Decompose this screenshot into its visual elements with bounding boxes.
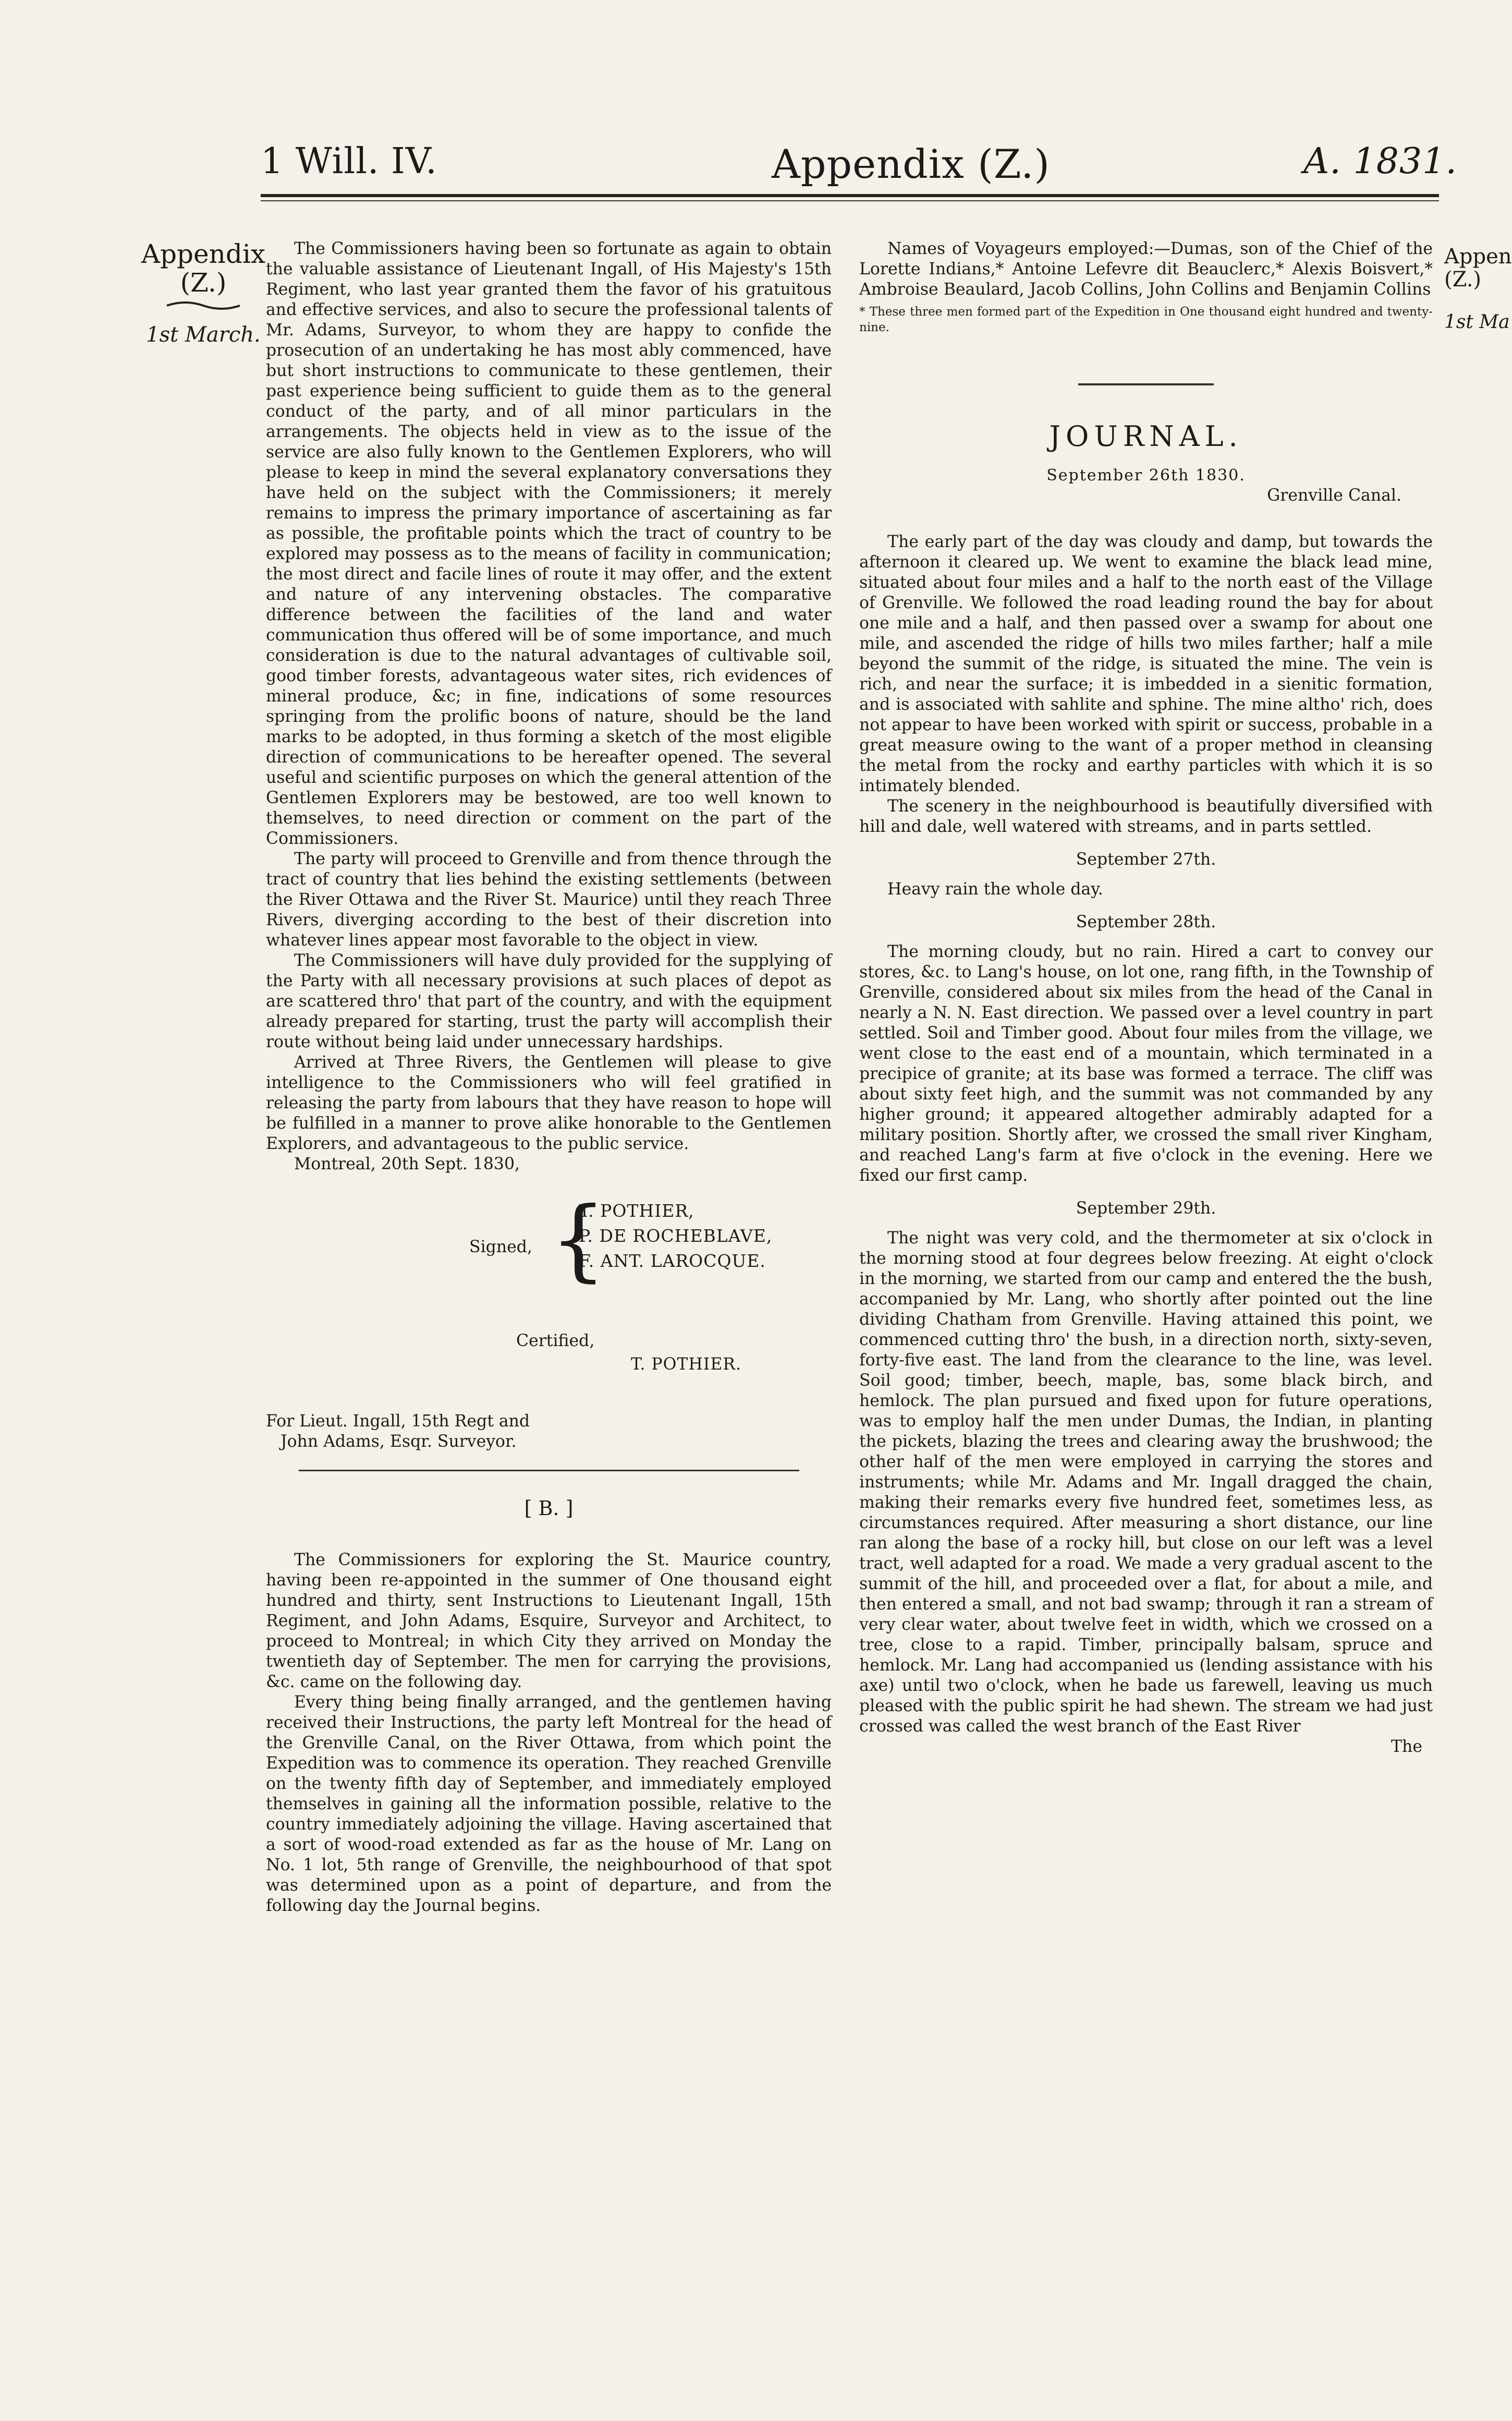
instruction-paragraph-1: The Commissioners having been so fortunate as again to obtain the valuable assistance of Lieutenant Ingall, of His Majesty's 15th Regiment, who last year granted them the favor of his gratuitous and effective services, and also to secure the professional talents of Mr. Adams, Surveyor, to whom they are happy to confide the prosecution of an undertaking he has most ably commenced, have but short instructions to communicate to these gentlemen, their past experience being sufficient to guide them as to the general conduct of the party, and of all minor particulars in the arrangements. The objects held in view as to the issue of the service are also fully known to the Gentlemen Explorers, who will please to keep in mind the several explanatory conversations they have held on the subject with the Commissioners; it merely remains to impress the primary importance of ascertaining as far as possible, the profitable points which the tract of country to be explored may possess as to the means of facility in communication; the most direct and facile lines of route it may offer, and the extent and nature of any intervening obstacles. The comparative difference between the facilities of the land and water communication thus offered will be of some importance, and much consideration is due to the natural advantages of cultivable soil, good timber forests, advantageous water sites, rich evidences of mineral produce, &c; in fine, indications of some resources springing from the prolific boons of nature, should be the land marks to be adopted, in thus forming a sketch of the most eligible direction of communications to be hereafter opened. The several useful and scientific purposes on which the general attention of the Gentlemen Explorers may be bestowed, are too well known to themselves, to need direction or comment on the part of the Commissioners. xyxy=(266,239,832,848)
margin-note-right xyxy=(1444,245,1512,333)
entry-date-sept-26: September 26th 1830. xyxy=(1046,466,1246,485)
margin-note-line2: (Z.) xyxy=(180,268,227,298)
sept-28-text: The morning cloudy, but no rain. Hired a cart to convey our stores, &c. to Lang's house, on lot one, rang fifth, in the Township of Grenville, considered about six miles from the head of the Canal in nearly a N. N. East direction. We passed over a level country in part settled. Soil and Timber good. About four miles from the village, we went close to the east end of a mountain, which terminated in a precipice of granite; at its base was formed a terrace. The cliff was about sixty feet high, and the summit was not commanded by any higher ground; it appeared altogether admirably adapted for a military position. Shortly after, we crossed the small river Kingham, and reached Lang's farm at five o'clock in the evening. Here we fixed our first camp. xyxy=(859,942,1433,1185)
brace-icon: { xyxy=(550,1188,607,1291)
certified-name: T. POTHIER. xyxy=(631,1355,742,1374)
margin-note-left xyxy=(141,240,266,346)
entry-date-sept-27: September 27th. xyxy=(1076,850,1216,869)
section-divider xyxy=(299,1470,799,1471)
addressee-block xyxy=(266,1411,832,1452)
right-column xyxy=(859,239,1433,1757)
signature-block xyxy=(266,1188,832,1300)
section-b-heading: [ B. ] xyxy=(524,1497,574,1520)
sept-29-text: The night was very cold, and the thermometer at six o'clock in the morning stood at four degrees below freezing. At eight o'clock in the morning, we started from our camp and entered the the bush, accompanied by Mr. Lang, who shortly after pointed out the line dividing Chatham from Grenville. Having attained this point, we commenced cutting thro' the bush, in a direction north, sixty-seven, forty-five east. The land from the clearance to the line, was level. Soil good; timber, beech, maple, bas, some black birch, and hemlock. The plan pursued and fixed upon for future operations, was to employ half the men under Dumas, the Indian, in planting the pickets, blazing the trees and clearing away the brushwood; the other half of the men were employed in carrying the stores and instruments; while Mr. Adams and Mr. Ingall dragged the chain, making their remarks every five hundred feet, sometimes less, as circumstances required. After measuring a short distance, our line ran along the base of a rocky hill, but close on our left was a level tract, well adapted for a road. We made a very gradual ascent to the summit of the hill, and proceeded over a flat, for about a mile, and then entered a small, and not bad swamp; through it ran a stream of very clear water, about twelve feet in width, which we crossed on a tree, close to a rapid. Timber, principally balsam, spruce and hemlock. Mr. Lang had accompanied us (lending assistance with his axe) until two o'clock, when he bade us farewell, leaving us much pleased with the public spirit he had shewn. The stream we had just crossed was called the west branch of the East River xyxy=(859,1229,1433,1736)
margin-note-right-date: 1st Ma xyxy=(1444,311,1510,333)
instruction-paragraph-2: The party will proceed to Grenville and from thence through the tract of country that lies behind the existing settlements (between the River Ottawa and the River St. Maurice) until they reach Three Rivers, diverging according to the best of their discretion into whatever lines appear most favorable to the object in view. xyxy=(266,850,832,950)
margin-note-right-line2: (Z.) xyxy=(1444,268,1482,292)
section-b-paragraph-2: Every thing being finally arranged, and the gentlemen having received their Instructions, the party left Montreal for the head of the Grenville Canal, on the River Ottawa, from which point the Expedition was to commence its operation. They reached Grenville on the twenty fifth day of September, and immediately employed themselves in gaining all the information possible, relative to the country immediately adjoining the village. Having ascertained that a sort of wood-road extended as far as the house of Mr. Lang on No. 1 lot, 5th range of Grenville, the neighbourhood of that spot was determined upon as a point of departure, and from the following day the Journal begins. xyxy=(266,1693,832,1915)
signatory-3: F. ANT. LAROCQUE. xyxy=(579,1251,766,1271)
header-year: A. 1831. xyxy=(1303,141,1458,182)
section-b-paragraph-1: The Commissioners for exploring the St. Maurice country, having been re-appointed in the summer of One thousand eight hundred and thirty, sent Instructions to Lieutenant Ingall, 15th Regiment, and John Adams, Esquire, Surveyor and Architect, to proceed to Montreal; in which City they arrived on Monday the twentieth day of September. The men for carrying the provisions, &c. came on the following day. xyxy=(266,1551,832,1691)
sept-27-text: Heavy rain the whole day. xyxy=(887,880,1103,899)
margin-note-date: 1st March. xyxy=(146,323,261,347)
addressee-line-2: John Adams, Esqr. Surveyor. xyxy=(281,1432,517,1451)
addressee-line-1: For Lieut. Ingall, 15th Regt and xyxy=(266,1412,530,1431)
header-title: Appendix (Z.) xyxy=(772,141,1051,187)
journal-divider xyxy=(1078,383,1214,385)
footnote: * These three men formed part of the Expedition in One thousand eight hundred and twenty-nine. xyxy=(859,305,1433,334)
instruction-paragraph-4: Arrived at Three Rivers, the Gentlemen will please to give intelligence to the Commissioners who will feel gratified in releasing the party from labours that they have reason to hope will be fulfilled in a manner to prove alike honorable to the Gentlemen Explorers, and advantageous to the public service. xyxy=(266,1053,832,1153)
header-rule-thick xyxy=(261,194,1439,197)
signatory-1: T. POTHIER, xyxy=(579,1201,694,1221)
entry-place: Grenville Canal. xyxy=(1267,486,1401,505)
catchword: The xyxy=(1391,1737,1422,1756)
instruction-paragraph-3: The Commissioners will have duly provided for the supplying of the Party with all necessary provisions at such places of depot as are scattered thro' that part of the country, and with the equipment already prepared for starting, trust the party will accomplish their route without being laid under unnecessary hardships. xyxy=(266,951,832,1051)
header-regnal-year: 1 Will. IV. xyxy=(261,141,437,182)
header-rule-thin xyxy=(261,200,1439,201)
entry-date-sept-29: September 29th. xyxy=(1076,1199,1216,1218)
certified-label: Certified, xyxy=(516,1331,595,1350)
signed-label: Signed, xyxy=(469,1238,532,1256)
left-column xyxy=(266,239,832,1916)
journal-title: JOURNAL. xyxy=(1049,420,1243,453)
margin-flourish-icon xyxy=(164,299,242,310)
date-line: Montreal, 20th Sept. 1830, xyxy=(294,1155,520,1173)
sept-26-paragraph-2: The scenery in the neighbourhood is beautifully diversified with hill and dale, well watered with streams, and in parts settled. xyxy=(859,797,1433,836)
margin-note-line1: Appendix xyxy=(141,239,266,269)
signatory-2: P. DE ROCHEBLAVE, xyxy=(579,1226,773,1246)
entry-date-sept-28: September 28th. xyxy=(1076,913,1216,931)
signatories xyxy=(579,1199,772,1274)
sept-26-paragraph-1: The early part of the day was cloudy and damp, but towards the afternoon it cleared up. We went to examine the black lead mine, situated about four miles and a half to the north east of the Village of Grenville. We followed the road leading round the bay for about one mile and a half, and then passed over a swamp for about one mile, and ascended the ridge of hills two miles farther; half a mile beyond the summit of the ridge, is situated the mine. The vein is rich, and near the surface; it is imbedded in a sienitic formation, and is associated with sahlite and sphine. The mine altho' rich, does not appear to have been worked with spirit or success, probable in a great measure owing to the want of a proper method in cleansing the metal from the rocky and earthy particles with which it is so intimately blended. xyxy=(859,532,1433,795)
margin-note-right-line1: Appen xyxy=(1444,245,1512,269)
voyageurs-paragraph: Names of Voyageurs employed:—Dumas, son of the Chief of the Lorette Indians,* Antoine Lefevre dit Beauclerc,* Alexis Boisvert,* Ambroise Beaulard, Jacob Collins, John Collins and Benjamin Collins xyxy=(859,239,1433,299)
